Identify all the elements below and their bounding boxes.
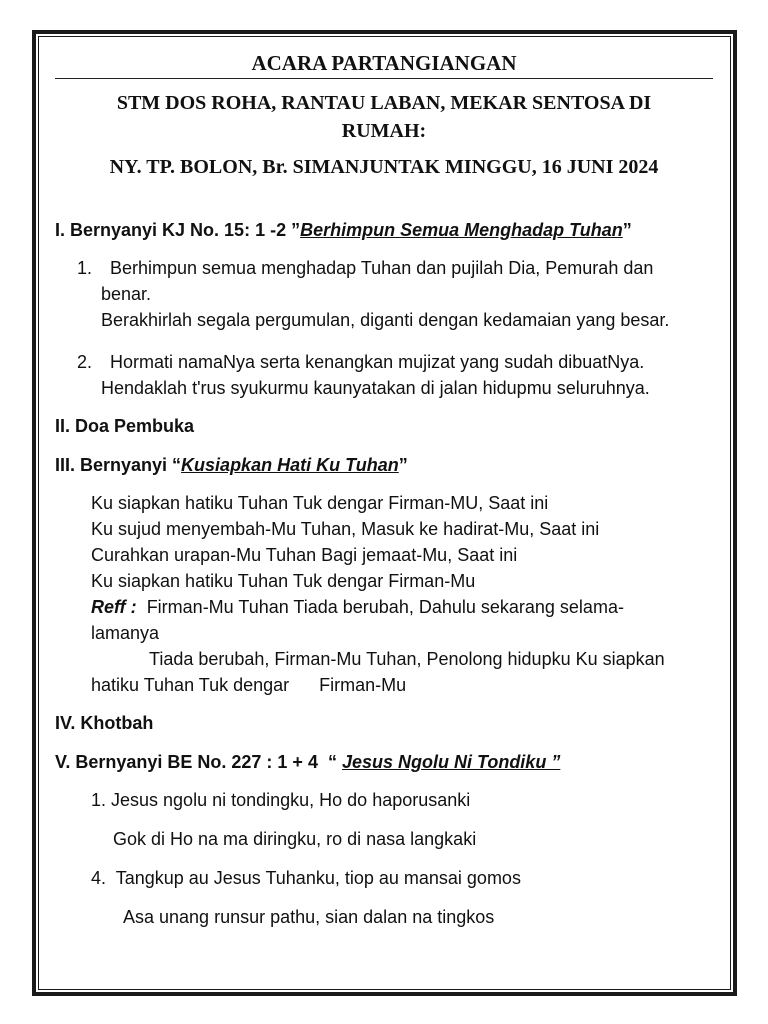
lyric-line: Ku siapkan hatiku Tuhan Tuk dengar Firman-Mu [91,571,476,591]
section-5-verse-4-line-1: 4. Tangkup au Jesus Tuhanku, tiop au mansai gomos [91,868,521,888]
section-1-heading [55,219,713,241]
section-4-heading: IV. Khotbah [55,713,154,733]
section-3-suffix: ” [398,455,408,475]
verse-line: Hendaklah t'rus syukurmu kaunyatakan di jalan hidupmu seluruhnya. [101,378,650,398]
refrain-line: hatiku Tuhan Tuk dengar Firman-Mu [91,675,407,695]
section-2-heading: II. Doa Pembuka [55,416,195,436]
lyric-line: Ku sujud menyembah-Mu Tuhan, Masuk ke hadirat-Mu, Saat ini [91,519,600,539]
verse-line: Hormati namaNya serta kenangkan mujizat yang sudah dibuatNya. [110,352,645,372]
document-subtitle-host: NY. TP. BOLON, Br. SIMANJUNTAK MINGGU, 16 JUNI 2024 [109,156,659,178]
section-1-song-title: Berhimpun Semua Menghadap Tuhan [300,220,623,240]
section-3-lyrics [55,490,713,698]
section-1-verse-1 [55,255,713,333]
refrain-label: Reff : [91,597,137,617]
document-subtitle [55,89,713,145]
section-1-prefix: I. Bernyanyi KJ No. 15: 1 -2 ” [55,220,301,240]
lyric-line: Ku siapkan hatiku Tuhan Tuk dengar Firman-MU, Saat ini [91,493,549,513]
lyric-line: Curahkan urapan-Mu Tuhan Bagi jemaat-Mu, Saat ini [91,545,518,565]
section-5-verse-1-line-1: 1. Jesus ngolu ni tondingku, Ho do haporusanki [91,790,471,810]
verse-line: Berakhirlah segala pergumulan, diganti dengan kedamaian yang besar. [101,310,670,330]
section-5-prefix: V. Bernyanyi BE No. 227 : 1 + 4 “ [55,752,342,772]
document-title: ACARA PARTANGIANGAN [55,50,713,79]
verse-line: benar. [101,284,152,304]
section-5-song-title: Jesus Ngolu Ni Tondiku ” [341,752,561,772]
section-5-verse-4-line-2: Asa unang runsur pathu, sian dalan na tingkos [123,907,495,927]
verse-line: Berhimpun semua menghadap Tuhan dan pujilah Dia, Pemurah dan [110,258,654,278]
section-1-suffix: ” [622,220,632,240]
subtitle-line-1: STM DOS ROHA, RANTAU LABAN, MEKAR SENTOSA DI [116,92,652,114]
refrain-line: Firman-Mu Tuhan Tiada berubah, Dahulu sekarang selama- [146,597,624,617]
section-5-heading [55,751,713,773]
verse-number: 2. [77,352,93,372]
document-body [55,50,713,930]
subtitle-line-2: RUMAH: [341,120,427,142]
section-3-prefix: III. Bernyanyi “ [55,455,182,475]
section-1-verse-2 [55,349,713,401]
refrain-line: lamanya [91,623,160,643]
section-3-heading [55,454,713,476]
refrain-line: Tiada berubah, Firman-Mu Tuhan, Penolong hidupku Ku siapkan [149,649,665,669]
section-5-verse-1-line-2: Gok di Ho na ma diringku, ro di nasa langkaki [113,829,477,849]
section-3-song-title: Kusiapkan Hati Ku Tuhan [181,455,399,475]
verse-number: 1. [77,258,93,278]
